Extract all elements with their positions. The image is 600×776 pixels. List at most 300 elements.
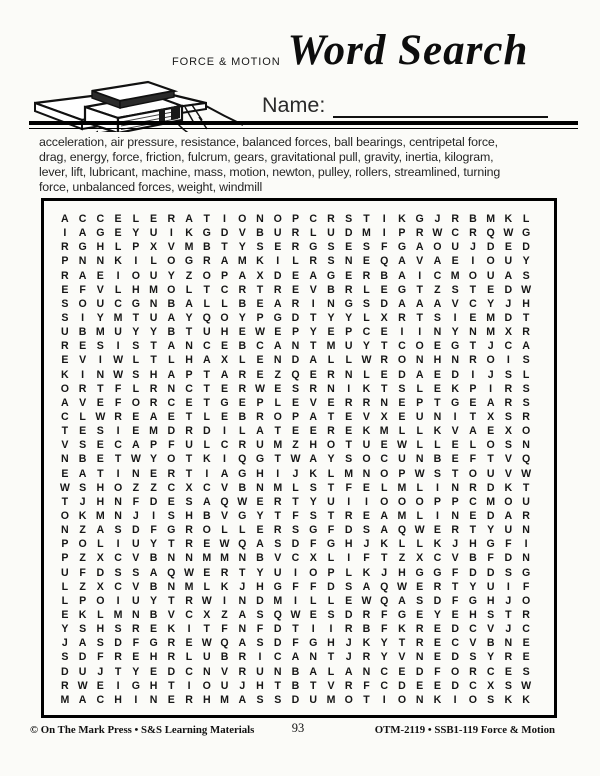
grid-cell[interactable]: T [327, 651, 335, 664]
grid-cell[interactable]: S [362, 241, 370, 254]
grid-cell[interactable]: L [185, 651, 193, 664]
grid-cell[interactable]: Y [380, 651, 388, 664]
grid-cell[interactable]: L [345, 354, 352, 367]
grid-cell[interactable]: L [203, 580, 211, 593]
grid-cell[interactable]: N [238, 552, 247, 565]
grid-cell[interactable]: R [256, 411, 264, 424]
grid-cell[interactable]: Y [256, 566, 264, 579]
grid-cell[interactable]: I [223, 594, 226, 607]
grid-cell[interactable]: Q [220, 495, 229, 508]
grid-cell[interactable]: O [273, 411, 282, 424]
grid-cell[interactable]: D [504, 312, 513, 325]
grid-cell[interactable]: I [116, 425, 120, 438]
grid-cell[interactable]: L [239, 524, 246, 537]
grid-cell[interactable]: U [504, 255, 513, 268]
name-blank-line[interactable] [333, 116, 548, 118]
grid-cell[interactable]: G [415, 566, 424, 579]
grid-cell[interactable]: Q [273, 609, 282, 622]
grid-cell[interactable]: Q [167, 566, 176, 579]
grid-cell[interactable]: C [522, 623, 530, 636]
grid-cell[interactable]: N [167, 382, 176, 395]
grid-cell[interactable]: Y [61, 623, 69, 636]
grid-cell[interactable]: O [504, 495, 513, 508]
grid-cell[interactable]: N [451, 510, 459, 523]
grid-cell[interactable]: X [504, 326, 512, 339]
grid-cell[interactable]: T [97, 382, 104, 395]
grid-cell[interactable]: S [416, 594, 424, 607]
grid-cell[interactable]: R [309, 255, 318, 268]
grid-cell[interactable]: S [114, 566, 122, 579]
grid-cell[interactable]: E [362, 481, 370, 494]
grid-cell[interactable]: T [185, 467, 193, 480]
grid-cell[interactable]: O [113, 481, 123, 494]
grid-cell[interactable]: L [327, 665, 335, 678]
grid-cell[interactable]: T [416, 312, 423, 325]
grid-cell[interactable]: A [149, 566, 158, 579]
grid-cell[interactable]: S [487, 609, 495, 622]
grid-cell[interactable]: H [327, 637, 335, 650]
grid-cell[interactable]: C [114, 297, 122, 310]
grid-cell[interactable]: Y [150, 594, 158, 607]
grid-cell[interactable]: G [468, 594, 478, 607]
grid-cell[interactable]: P [61, 538, 69, 551]
grid-cell[interactable]: I [187, 623, 191, 636]
grid-cell[interactable]: V [274, 552, 282, 565]
grid-cell[interactable]: B [238, 297, 247, 310]
grid-cell[interactable]: T [185, 411, 193, 424]
grid-cell[interactable]: R [291, 241, 300, 254]
grid-cell[interactable]: Y [150, 453, 158, 466]
grid-cell[interactable]: S [256, 637, 264, 650]
grid-cell[interactable]: D [132, 524, 140, 537]
grid-cell[interactable]: E [61, 283, 69, 296]
grid-cell[interactable]: Y [345, 312, 353, 325]
grid-cell[interactable]: H [185, 510, 193, 523]
grid-cell[interactable]: Y [487, 297, 495, 310]
grid-cell[interactable]: A [433, 297, 442, 310]
grid-cell[interactable]: I [364, 495, 368, 508]
grid-cell[interactable]: L [79, 411, 86, 424]
grid-cell[interactable]: F [132, 495, 140, 508]
grid-cell[interactable]: N [185, 340, 193, 353]
grid-cell[interactable]: R [149, 396, 158, 409]
grid-cell[interactable]: C [469, 623, 477, 636]
grid-cell[interactable]: S [469, 651, 477, 664]
grid-cell[interactable]: K [433, 693, 442, 706]
grid-cell[interactable]: H [149, 651, 158, 664]
grid-cell[interactable]: E [220, 411, 229, 424]
grid-cell[interactable]: A [291, 651, 300, 664]
grid-cell[interactable]: S [274, 538, 282, 551]
grid-cell[interactable]: O [131, 269, 140, 282]
grid-cell[interactable]: H [202, 693, 211, 706]
grid-cell[interactable]: E [256, 297, 264, 310]
grid-cell[interactable]: C [185, 382, 193, 395]
grid-cell[interactable]: C [96, 213, 105, 226]
grid-cell[interactable]: E [433, 679, 441, 692]
grid-cell[interactable]: U [78, 665, 87, 678]
grid-cell[interactable]: F [132, 637, 140, 650]
grid-cell[interactable]: R [504, 382, 513, 395]
grid-cell[interactable]: I [223, 453, 226, 466]
grid-cell[interactable]: R [167, 467, 176, 480]
grid-cell[interactable]: D [256, 594, 264, 607]
grid-cell[interactable]: O [397, 354, 407, 367]
grid-cell[interactable]: M [113, 609, 123, 622]
grid-cell[interactable]: I [453, 312, 457, 325]
grid-cell[interactable]: S [451, 283, 459, 296]
grid-cell[interactable]: I [506, 354, 510, 367]
grid-cell[interactable]: S [96, 637, 104, 650]
grid-cell[interactable]: L [522, 368, 530, 381]
grid-cell[interactable]: H [96, 481, 105, 494]
grid-cell[interactable]: N [114, 510, 122, 523]
grid-cell[interactable]: T [274, 453, 281, 466]
grid-cell[interactable]: S [132, 368, 140, 381]
grid-cell[interactable]: D [61, 665, 69, 678]
grid-cell[interactable]: E [291, 283, 300, 296]
grid-cell[interactable]: R [469, 665, 477, 678]
grid-cell[interactable]: E [79, 340, 87, 353]
grid-cell[interactable]: J [505, 297, 512, 310]
grid-cell[interactable]: O [468, 269, 478, 282]
grid-cell[interactable]: K [362, 637, 371, 650]
grid-cell[interactable]: F [451, 566, 459, 579]
grid-cell[interactable]: I [63, 227, 67, 240]
grid-cell[interactable]: T [292, 623, 299, 636]
grid-cell[interactable]: E [96, 453, 104, 466]
grid-cell[interactable]: K [380, 538, 389, 551]
grid-cell[interactable]: X [96, 552, 104, 565]
grid-cell[interactable]: D [398, 679, 406, 692]
grid-cell[interactable]: I [116, 340, 120, 353]
grid-cell[interactable]: T [203, 283, 211, 296]
grid-cell[interactable]: M [220, 693, 229, 706]
grid-cell[interactable]: E [416, 609, 424, 622]
grid-cell[interactable]: I [471, 368, 475, 381]
grid-cell[interactable]: T [168, 679, 175, 692]
grid-cell[interactable]: J [292, 467, 299, 480]
grid-cell[interactable]: D [167, 425, 176, 438]
grid-cell[interactable]: U [344, 340, 353, 353]
grid-cell[interactable]: J [239, 679, 246, 692]
grid-cell[interactable]: A [415, 241, 424, 254]
grid-cell[interactable]: R [327, 425, 335, 438]
grid-cell[interactable]: R [238, 439, 247, 452]
grid-cell[interactable]: X [416, 552, 424, 565]
grid-cell[interactable]: O [326, 439, 336, 452]
grid-cell[interactable]: I [152, 510, 156, 523]
grid-cell[interactable]: B [380, 269, 389, 282]
grid-cell[interactable]: W [219, 538, 230, 551]
grid-cell[interactable]: I [223, 213, 226, 226]
grid-cell[interactable]: E [451, 453, 459, 466]
grid-cell[interactable]: A [238, 693, 247, 706]
grid-cell[interactable]: E [256, 368, 264, 381]
grid-cell[interactable]: U [504, 524, 513, 537]
grid-cell[interactable]: L [416, 382, 423, 395]
grid-cell[interactable]: S [61, 312, 69, 325]
grid-cell[interactable]: T [309, 679, 317, 692]
grid-cell[interactable]: E [256, 524, 264, 537]
grid-cell[interactable]: B [149, 580, 158, 593]
grid-cell[interactable]: E [96, 439, 104, 452]
grid-cell[interactable]: I [98, 354, 102, 367]
grid-cell[interactable]: B [78, 326, 87, 339]
grid-cell[interactable]: N [61, 524, 69, 537]
grid-cell[interactable]: R [451, 213, 459, 226]
grid-cell[interactable]: V [309, 283, 317, 296]
grid-cell[interactable]: A [415, 368, 424, 381]
grid-cell[interactable]: V [79, 396, 87, 409]
grid-cell[interactable]: N [238, 594, 247, 607]
grid-cell[interactable]: F [434, 665, 441, 678]
grid-cell[interactable]: V [309, 396, 317, 409]
grid-cell[interactable]: V [79, 354, 87, 367]
grid-cell[interactable]: A [344, 665, 353, 678]
grid-cell[interactable]: R [362, 269, 371, 282]
grid-cell[interactable]: E [291, 425, 300, 438]
grid-cell[interactable]: F [97, 651, 104, 664]
grid-cell[interactable]: L [61, 580, 69, 593]
grid-cell[interactable]: O [521, 594, 531, 607]
grid-cell[interactable]: H [256, 679, 264, 692]
grid-cell[interactable]: Y [327, 453, 335, 466]
grid-cell[interactable]: T [363, 213, 370, 226]
grid-cell[interactable]: T [309, 312, 317, 325]
grid-cell[interactable]: T [203, 382, 211, 395]
grid-cell[interactable]: T [416, 283, 423, 296]
grid-cell[interactable]: O [167, 283, 176, 296]
grid-cell[interactable]: V [504, 467, 512, 480]
grid-cell[interactable]: Q [238, 538, 247, 551]
grid-cell[interactable]: B [469, 552, 477, 565]
grid-cell[interactable]: F [309, 538, 317, 551]
grid-cell[interactable]: P [398, 227, 406, 240]
grid-cell[interactable]: W [95, 411, 106, 424]
grid-cell[interactable]: N [96, 255, 105, 268]
grid-cell[interactable]: U [486, 467, 495, 480]
grid-cell[interactable]: X [220, 354, 229, 367]
grid-cell[interactable]: B [202, 241, 211, 254]
grid-cell[interactable]: R [167, 651, 176, 664]
grid-cell[interactable]: K [362, 566, 371, 579]
grid-cell[interactable]: H [96, 495, 105, 508]
grid-cell[interactable]: W [237, 495, 248, 508]
grid-cell[interactable]: G [273, 580, 282, 593]
grid-cell[interactable]: A [273, 297, 282, 310]
grid-cell[interactable]: G [309, 524, 318, 537]
grid-cell[interactable]: T [114, 665, 122, 678]
grid-cell[interactable]: Y [150, 326, 158, 339]
grid-cell[interactable]: O [202, 524, 211, 537]
grid-cell[interactable]: F [380, 623, 388, 636]
grid-cell[interactable]: L [274, 396, 281, 409]
grid-cell[interactable]: U [132, 594, 140, 607]
grid-cell[interactable]: I [435, 481, 439, 494]
grid-cell[interactable]: I [134, 693, 138, 706]
grid-cell[interactable]: D [149, 495, 158, 508]
grid-cell[interactable]: A [149, 411, 158, 424]
grid-cell[interactable]: I [418, 269, 422, 282]
grid-cell[interactable]: V [220, 510, 229, 523]
grid-cell[interactable]: N [380, 396, 389, 409]
grid-cell[interactable]: E [114, 227, 122, 240]
grid-cell[interactable]: E [79, 425, 87, 438]
grid-cell[interactable]: L [221, 297, 228, 310]
grid-cell[interactable]: J [505, 594, 512, 607]
grid-cell[interactable]: T [398, 637, 406, 650]
grid-cell[interactable]: I [276, 467, 280, 480]
grid-cell[interactable]: A [256, 425, 264, 438]
grid-cell[interactable]: Q [380, 580, 389, 593]
grid-cell[interactable]: Y [327, 312, 335, 325]
grid-cell[interactable]: R [238, 651, 247, 664]
grid-cell[interactable]: D [291, 538, 300, 551]
grid-cell[interactable]: T [469, 524, 477, 537]
grid-cell[interactable]: D [291, 354, 300, 367]
grid-cell[interactable]: X [504, 425, 512, 438]
grid-cell[interactable]: S [79, 623, 87, 636]
grid-cell[interactable]: E [291, 269, 300, 282]
grid-cell[interactable]: D [167, 665, 176, 678]
grid-cell[interactable]: S [345, 453, 353, 466]
grid-cell[interactable]: T [505, 609, 512, 622]
grid-cell[interactable]: D [291, 312, 300, 325]
grid-cell[interactable]: S [362, 297, 370, 310]
grid-cell[interactable]: O [486, 439, 495, 452]
grid-cell[interactable]: F [380, 241, 388, 254]
grid-cell[interactable]: A [309, 665, 318, 678]
grid-cell[interactable]: A [309, 411, 318, 424]
grid-cell[interactable]: S [504, 368, 512, 381]
grid-cell[interactable]: L [132, 354, 140, 367]
grid-cell[interactable]: I [223, 425, 226, 438]
grid-cell[interactable]: V [132, 580, 140, 593]
grid-cell[interactable]: K [185, 227, 193, 240]
grid-cell[interactable]: I [81, 312, 85, 325]
grid-cell[interactable]: T [150, 340, 157, 353]
grid-cell[interactable]: D [327, 580, 335, 593]
grid-cell[interactable]: P [79, 594, 87, 607]
grid-cell[interactable]: E [327, 326, 335, 339]
grid-cell[interactable]: A [398, 255, 406, 268]
grid-cell[interactable]: P [132, 241, 140, 254]
grid-cell[interactable]: R [185, 538, 193, 551]
grid-cell[interactable]: L [363, 283, 370, 296]
grid-cell[interactable]: L [416, 481, 423, 494]
grid-cell[interactable]: M [60, 693, 70, 706]
grid-cell[interactable]: L [292, 481, 299, 494]
grid-cell[interactable]: W [113, 368, 124, 381]
grid-cell[interactable]: G [149, 637, 158, 650]
grid-cell[interactable]: W [396, 439, 407, 452]
grid-cell[interactable]: N [433, 411, 442, 424]
grid-cell[interactable]: I [489, 382, 493, 395]
grid-cell[interactable]: U [220, 679, 229, 692]
grid-cell[interactable]: E [238, 326, 246, 339]
grid-cell[interactable]: E [274, 326, 282, 339]
grid-cell[interactable]: Z [221, 609, 228, 622]
grid-cell[interactable]: X [185, 481, 193, 494]
grid-cell[interactable]: E [433, 651, 441, 664]
grid-cell[interactable]: V [398, 651, 406, 664]
grid-cell[interactable]: P [61, 255, 69, 268]
grid-cell[interactable]: M [184, 580, 194, 593]
grid-cell[interactable]: Y [256, 510, 264, 523]
grid-cell[interactable]: I [116, 594, 120, 607]
grid-cell[interactable]: C [185, 665, 193, 678]
grid-cell[interactable]: C [451, 637, 459, 650]
grid-cell[interactable]: C [167, 396, 176, 409]
grid-cell[interactable]: Y [451, 326, 459, 339]
grid-cell[interactable]: A [78, 269, 87, 282]
grid-cell[interactable]: O [380, 495, 389, 508]
grid-cell[interactable]: W [521, 283, 532, 296]
grid-cell[interactable]: A [78, 227, 87, 240]
grid-cell[interactable]: A [185, 297, 193, 310]
grid-cell[interactable]: T [274, 425, 281, 438]
grid-cell[interactable]: X [380, 411, 388, 424]
grid-cell[interactable]: K [167, 623, 176, 636]
grid-cell[interactable]: T [274, 510, 281, 523]
grid-cell[interactable]: V [167, 609, 175, 622]
grid-cell[interactable]: V [167, 241, 175, 254]
grid-cell[interactable]: R [132, 623, 140, 636]
grid-cell[interactable]: I [382, 693, 386, 706]
grid-cell[interactable]: E [203, 566, 211, 579]
grid-cell[interactable]: R [344, 283, 353, 296]
grid-cell[interactable]: B [202, 510, 211, 523]
grid-cell[interactable]: L [398, 425, 406, 438]
grid-cell[interactable]: W [77, 679, 88, 692]
grid-cell[interactable]: H [469, 609, 477, 622]
grid-cell[interactable]: O [468, 467, 478, 480]
grid-cell[interactable]: L [132, 213, 140, 226]
grid-cell[interactable]: T [185, 326, 193, 339]
grid-cell[interactable]: Y [522, 255, 530, 268]
grid-cell[interactable]: P [150, 439, 158, 452]
grid-cell[interactable]: J [79, 495, 86, 508]
grid-cell[interactable]: V [469, 637, 477, 650]
grid-cell[interactable]: I [471, 255, 475, 268]
grid-cell[interactable]: B [362, 623, 371, 636]
grid-cell[interactable]: B [78, 453, 87, 466]
grid-cell[interactable]: R [78, 382, 87, 395]
grid-cell[interactable]: R [220, 566, 229, 579]
grid-cell[interactable]: A [522, 340, 530, 353]
grid-cell[interactable]: J [487, 368, 494, 381]
grid-cell[interactable]: E [451, 609, 459, 622]
grid-cell[interactable]: J [487, 340, 494, 353]
grid-cell[interactable]: C [469, 297, 477, 310]
grid-cell[interactable]: R [344, 623, 353, 636]
grid-cell[interactable]: F [114, 396, 122, 409]
grid-cell[interactable]: E [61, 609, 69, 622]
grid-cell[interactable]: F [292, 580, 299, 593]
grid-cell[interactable]: S [504, 439, 512, 452]
grid-cell[interactable]: E [220, 382, 229, 395]
grid-cell[interactable]: T [451, 580, 459, 593]
grid-cell[interactable]: L [327, 467, 335, 480]
grid-cell[interactable]: R [202, 255, 211, 268]
grid-cell[interactable]: E [291, 396, 300, 409]
grid-cell[interactable]: P [291, 411, 300, 424]
grid-cell[interactable]: E [487, 425, 495, 438]
grid-cell[interactable]: E [132, 651, 140, 664]
grid-cell[interactable]: I [81, 368, 85, 381]
grid-cell[interactable]: R [451, 524, 459, 537]
